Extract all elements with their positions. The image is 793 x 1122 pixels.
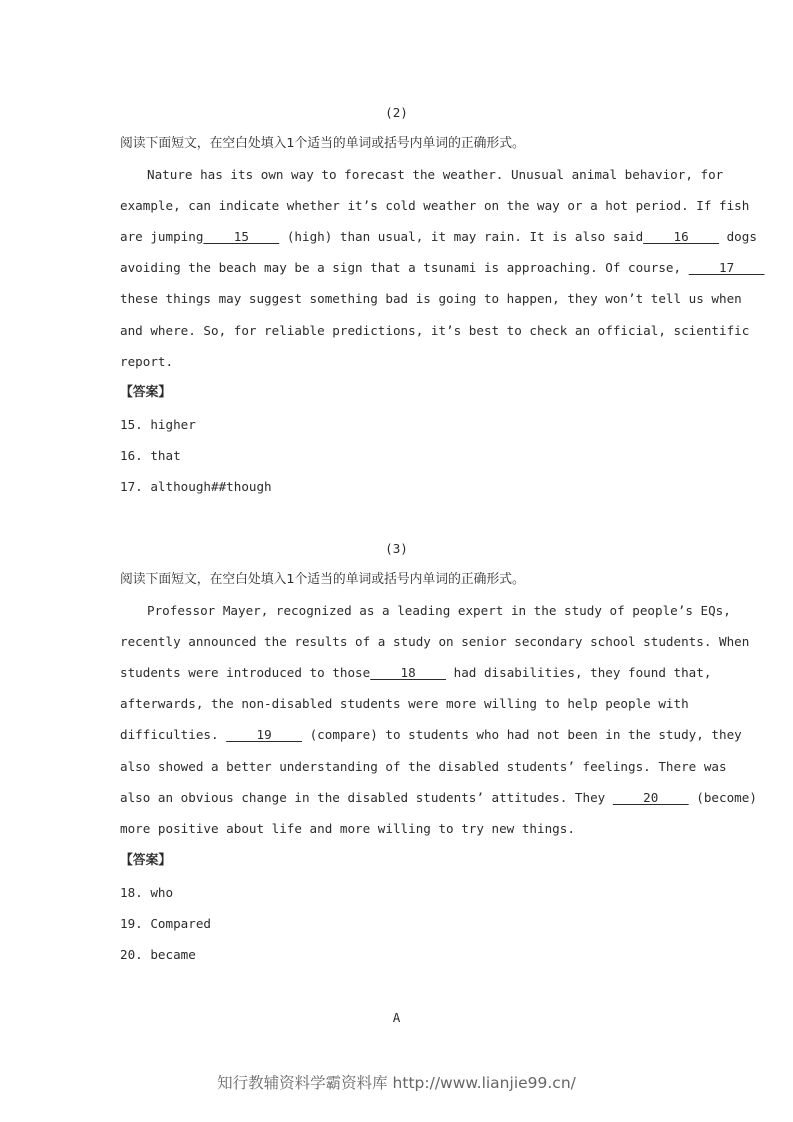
passage-text: example, can indicate whether it’s cold weather on the way or a hot period. If fish bbox=[120, 198, 750, 214]
passage-line bbox=[120, 789, 757, 806]
passage-text: recently announced the results of a study on senior secondary school students. When bbox=[120, 634, 750, 650]
passage-text: Professor Mayer, recognized as a leading expert in the study of people’s EQs, bbox=[147, 603, 731, 618]
passage-text: difficulties. bbox=[120, 727, 227, 743]
passage-line bbox=[120, 821, 675, 837]
answer-item: 17. although##though bbox=[120, 479, 272, 494]
footer-watermark: 知行教辅资料学霸资料库 http://www.lianjie99.cn/ bbox=[217, 1074, 576, 1092]
passage-text: (compare) to students who had not been in the study, they bbox=[301, 727, 742, 743]
answer-item: 18. who bbox=[120, 885, 174, 900]
page-marker: A bbox=[392, 1010, 401, 1025]
passage-text: Nature has its own way to forecast the weather. Unusual animal behavior, for bbox=[147, 167, 724, 182]
passage-text: also an obvious change in the disabled students’ attitudes. They bbox=[120, 789, 613, 805]
passage-line bbox=[120, 260, 765, 276]
fill-blank: 17 bbox=[688, 260, 765, 276]
section-3-instruction: 阅读下面短文，在空白处填入1个适当的单词或括号内单词的正确形式。 bbox=[120, 572, 525, 587]
answer-item: 20. became bbox=[120, 947, 196, 962]
section-2-number: (2) bbox=[385, 105, 408, 120]
passage-line bbox=[120, 229, 757, 245]
section-2-answer-label: 【答案】 bbox=[120, 385, 172, 400]
passage-text: also showed a better understanding of the disabled students’ feelings. There was bbox=[120, 758, 727, 774]
passage-text: students were introduced to those bbox=[120, 665, 371, 681]
passage-line bbox=[120, 167, 724, 183]
passage-text: had disabilities, they found that, bbox=[446, 665, 712, 681]
section-2-instruction: 阅读下面短文，在空白处填入1个适当的单词或括号内单词的正确形式。 bbox=[120, 136, 525, 151]
passage-line bbox=[120, 696, 689, 712]
fill-blank: 15 bbox=[203, 229, 280, 245]
answer-item: 15. higher bbox=[120, 417, 196, 432]
section-3-number: (3) bbox=[385, 541, 408, 556]
passage-text: these things may suggest something bad is going to happen, they won’t tell us when bbox=[120, 291, 742, 307]
fill-blank: 16 bbox=[643, 229, 720, 245]
fill-blank: 20 bbox=[612, 789, 689, 805]
passage-text: and where. So, for reliable predictions, it’s best to check an official, scientific bbox=[120, 322, 750, 338]
passage-text: report. bbox=[120, 353, 174, 369]
passage-text: (become) bbox=[688, 789, 757, 805]
passage-line bbox=[120, 322, 750, 339]
fill-blank: 19 bbox=[226, 727, 302, 743]
answer-item: 19. Compared bbox=[120, 916, 211, 931]
passage-text: avoiding the beach may be a sign that a tsunami is approaching. Of course, bbox=[120, 260, 689, 276]
passage-line bbox=[120, 603, 731, 619]
passage-line bbox=[120, 198, 750, 214]
passage-line bbox=[120, 758, 727, 775]
passage-text: afterwards, the non-disabled students were more willing to help people with bbox=[120, 696, 689, 712]
passage-line bbox=[120, 665, 712, 681]
section-3-answer-label: 【答案】 bbox=[120, 853, 172, 868]
passage-line bbox=[120, 354, 675, 370]
passage-line bbox=[120, 634, 750, 650]
fill-blank: 18 bbox=[370, 665, 447, 681]
passage-text: are jumping bbox=[120, 229, 204, 245]
passage-line bbox=[120, 291, 742, 307]
passage-text: more positive about life and more willing to try new things. bbox=[120, 820, 575, 836]
passage-line bbox=[120, 727, 742, 743]
answer-item: 16. that bbox=[120, 448, 181, 463]
passage-text: (high) than usual, it may rain. It is also said bbox=[279, 229, 644, 245]
passage-text: dogs bbox=[719, 229, 757, 245]
